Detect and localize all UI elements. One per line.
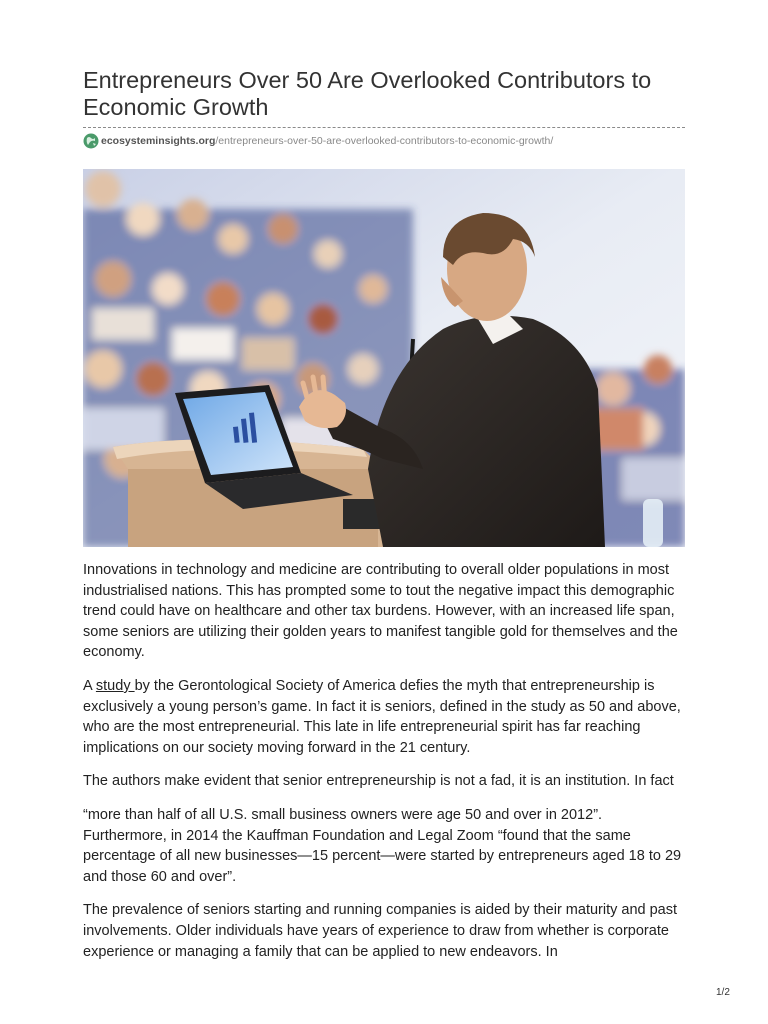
source-domain[interactable]: ecosysteminsights.org bbox=[101, 135, 216, 147]
source-url[interactable] bbox=[83, 133, 685, 149]
page-title: Entrepreneurs Over 50 Are Overlooked Contributors to Economic Growth bbox=[83, 67, 652, 120]
paragraph: Innovations in technology and medicine are contributing to overall older populations in most industrialised nations. This has prompted some to tout the negative impact this demographic trend could have on healthcare and other tax burdens. However, with an increased life span, some seniors are utilizing their golden years to manifest tangible gold for themselves and the economy. bbox=[83, 562, 678, 661]
paragraph: The prevalence of seniors starting and running companies is aided by their maturity and past involvements. Older individuals have years of experience to draw from whether is corporate experience or managing a family that can be applied to new endeavors. In bbox=[83, 902, 678, 960]
globe-icon bbox=[83, 133, 99, 149]
article-body bbox=[83, 560, 685, 975]
page-number: 1/2 bbox=[716, 987, 730, 998]
speaker-at-conference-photo bbox=[83, 169, 685, 547]
title-divider bbox=[83, 127, 685, 128]
study-link[interactable]: study bbox=[95, 677, 135, 694]
paragraph: The authors make evident that senior entrepreneurship is not a fad, it is an institution. In fact bbox=[83, 773, 674, 790]
source-path[interactable]: /entrepreneurs-over-50-are-overlooked-contributors-to-economic-growth/ bbox=[215, 135, 554, 147]
paragraph bbox=[83, 676, 685, 758]
paragraph: “more than half of all U.S. small business owners were age 50 and over in 2012”. Furthermore, in 2014 the Kauffman Foundation and Legal Zoom “found that the same percentage of all new businesses—15 percent—were started by entrepreneurs aged 18 to 29 and those 60 and over”. bbox=[83, 806, 682, 885]
paragraph-prefix: A bbox=[83, 677, 96, 694]
hero-image bbox=[83, 169, 685, 547]
paragraph-text: by the Gerontological Society of America defies the myth that entrepreneurship is exclusively a young person’s game. In fact it is seniors, defined in the study as 50 and above, who are the most entrepreneurial. This late in life entrepreneurial spirit has far reaching implications on our society moving forward in the 21 century. bbox=[83, 677, 681, 756]
